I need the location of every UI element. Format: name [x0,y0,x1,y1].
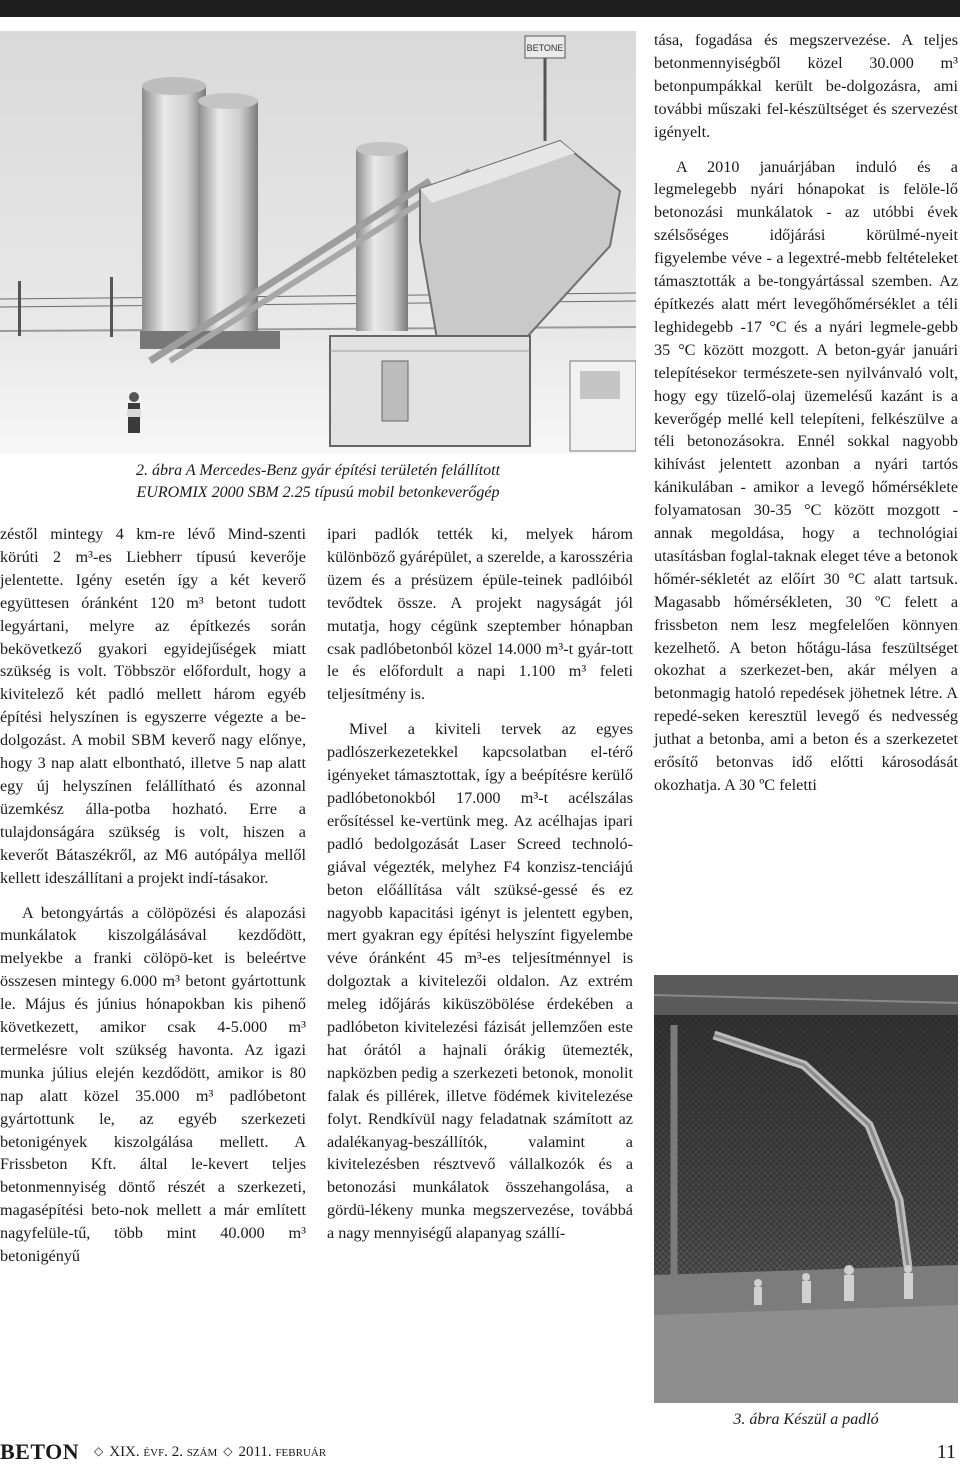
date-month: február [275,1444,327,1460]
issue-info [88,1444,326,1461]
column-2-paragraph-2: Mivel a kiviteli tervek az egyes padlószerkezetekkel kapcsolatban el-térő igényeket támasztottak, így a beépítésre kerülő padlóbetonokból 17.000 m³-t acélszálas erősítéssel ke-vertünk meg. Az acélhajas ipari padló bedolgozását Laser Screed technoló-giával végezték, melyhez F4 konzisz-tenciájú beton előállítása vált szüksé-gessé és ez nagyobb kapacitási igényt is jelentett egyben, mert gyakran egy építési helyszínt figyelembe véve óránként 45 m³-es teljesítménnyel is dolgoztak a kivitelezői oldalon. Az extrém meleg időjárás kiküszöbölése érdekében a padlóbeton kivitelezési fázisát jellemzően este hat órától a hajnali órákig ütemezték, napközben pedig a szerkezeti betonok, monolit falak és pillérek, illetve födémek kivitelezése folyt. Rendkívül nagy feladatnak számított az adalékanyag-beszállítók, valamint a kivitelezésben résztvevő vállalkozók és a betonozási munkálatok összehangolása, a gördü-lékeny munka megszervezése, továbbá a nagy mennyiségű alapanyag szállí- [327,720,633,1243]
column-1-paragraph-2: A betongyártás a cölöpözési és alapozási munkálatok kiszolgálásával kezdődött, melyekbe a franki cölöpö-ket is beleértve összesen mintegy 6.000 m³ betont gyártottunk le. Május és június hónapokban kis pihenő következett, amikor csak 4-5.000 m³ termelésre volt szükség havonta. Az igazi munka július elején kezdődött, amikor is 80 nap alatt közel 35.000 m³ padlóbetont gyártottunk le, az egyéb szerkezeti betonigények kiszolgálása mellett. A Frissbeton Kft. által le-kevert teljes betonmennyiség döntő részét a szerkezeti, magasépítési beto-nok mellett a már említett nagyfelüle-tű, több mint 40.000 m³ betonigényű [0,903,306,1266]
date-year: 2011. [238,1444,272,1460]
figure-2-caption-line-2: EUROMIX 2000 SBM 2.25 típusú mobil betonkeverőgép [136,484,500,501]
column-3-paragraph-1: tása, fogadása és megszervezése. A teljes betonmennyiségből közel 30.000 m³ betonpumpákkal került be-dolgozásra, ami további műszaki fel-készültséget és szervezést igényelt. [654,31,958,141]
column-2-paragraph-1: ipari padlók tették ki, melyek három különböző gyárépület, a szerelde, a karosszéria üzem és a présüzem épüle-teinek padlóiból tevődtek össze. A projekt nagyságát jól mutatja, hogy cégünk szeptember hónapban csak padlóbetonból közel 14.000 m³-t gyár-tott le és előfordult a napi 1.100 m³ feleti teljesítmény is. [327,525,633,704]
sign-text: BETONE [526,43,564,53]
column-1-paragraph-1: zéstől mintegy 4 km-re lévő Mind-szenti körúti 2 m³-es Liebherr típusú keverője jelentette. Igény esetén így a két keverő együttesen óránként 120 m³ betont tudott legyártani, melyre az építkezés során bekövetkező gyakori egyidejűségek miatt szükség is volt. Többször előfordult, hogy a kivitelező két padló mellett három egyéb építési helyszínen is egyszerre végezte a be-dolgozást. A mobil SBM keverő nagy előnye, hogy 3 nap alatt elbontható, illetve 5 nap alatt egy új helyszínen felállítható és azonnal üzemkész álla-potba hozható. Erre a tulajdonságára szükség is volt, hiszen a keverőt Bátaszékről, az M6 autópálya mellől kellett ideszállítani a projekt indí-tásakor. [0,525,306,887]
page-footer [0,1437,960,1465]
diamond-icon: ◇ [94,1444,104,1458]
volume-number: XIX. [109,1444,140,1460]
column-2 [327,523,633,1245]
figure-3-caption: 3. ábra Készül a padló [733,1411,879,1428]
figure-2-caption [0,460,636,504]
year-label: évf. [143,1444,168,1460]
figure-2-photo [0,31,636,454]
diamond-icon: ◇ [223,1444,233,1458]
page-number: 11 [936,1441,956,1463]
top-rule [0,0,960,17]
issue-label: szám [186,1444,218,1460]
issue-number: 2. [171,1444,183,1460]
magazine-brand: BETON [0,1439,80,1464]
column-1 [0,523,306,1268]
figure-3-photo [654,975,958,1403]
column-3-paragraph-2: A 2010 januárjában induló és a legmelegebb nyári hónapokat is felöle-lő betonozási munkálatok - az utóbbi évek szélsőséges időjárási körülmé-nyeit figyelembe véve - a legextré-mebb feltételeket támasztották a be-tongyártással szemben. Az építkezés alatt mért levegőhőmérséklet a téli leghidegebb -17 °C és a nyári legmele-gebb 35 °C között mozgott. A beton-gyár januári telepítésekor természete-sen nyilvánvaló volt, hogy egy tüzelő-olaj üzemelésű kazánt is a keverőgép mellé kell telepíteni, felkészülve a téli betonozásokra. Ennél sokkal nagyobb kihívást jelentett azonban a nyári tartós kánikulában - amikor a levegő hőmérséklete folyamatosan 30-35 °C között mozgott - annak megoldása, hogy a technológiai utasításban foglal-taknak eleget téve a betonok hőmér-sékletét az előírt 30 °C alatt tartsuk. Magasabb hőmérsékleten, 30 ºC felett a frissbeton nem lesz megfelelően könnyen kezelhető. A beton hőtágu-lása feszültséget okozhat a szerkezet-ben, akár mélyen a betonmagig hatoló repedések jöhetnek létre. A repedé-seken keresztül levegő és nedvesség juthat a betonba, ami a beton és a szerkezetet erősítő betonvas idő előtti károsodását okozhatja. A 30 ºC feletti [654,157,958,794]
figure-2-caption-line-1: 2. ábra A Mercedes-Benz gyár építési területén felállított [135,462,501,479]
column-3 [654,29,958,797]
